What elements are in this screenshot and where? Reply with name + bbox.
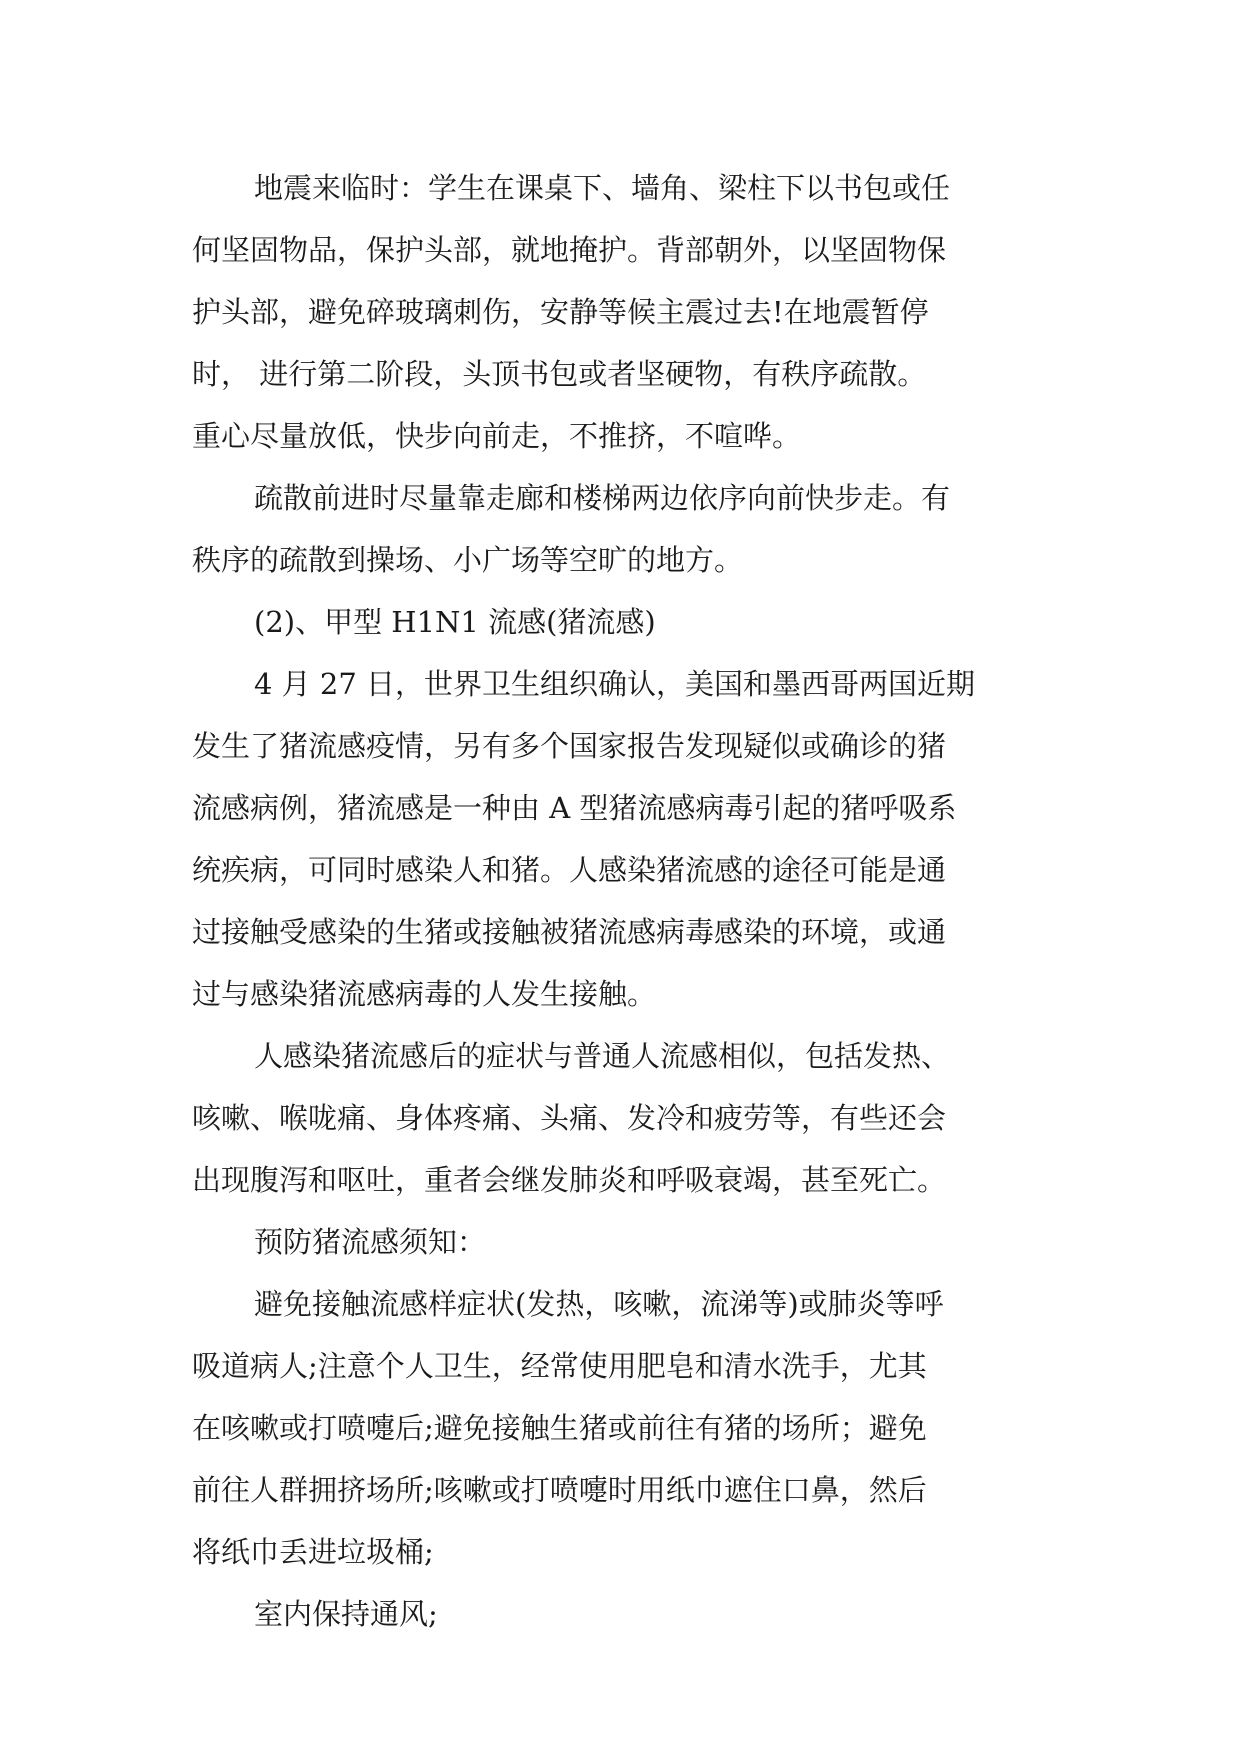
paragraph-first-line: 避免接触流感样症状(发热，咳嗽，流涕等)或肺炎等呼 bbox=[254, 1287, 944, 1321]
paragraph-first-line: 4 月 27 日，世界卫生组织确认，美国和墨西哥两国近期 bbox=[254, 667, 976, 701]
paragraph-line: 前往人群拥挤场所;咳嗽或打喷嚏时用纸巾遮住口鼻，然后 bbox=[192, 1473, 927, 1507]
paragraph-line: 吸道病人;注意个人卫生，经常使用肥皂和清水洗手，尤其 bbox=[192, 1349, 927, 1383]
paragraph-line: 何坚固物品，保护头部，就地掩护。背部朝外，以坚固物保 bbox=[192, 233, 947, 267]
paragraph-first-line: (2)、甲型 H1N1 流感(猪流感) bbox=[254, 605, 656, 639]
paragraph-line: 统疾病，可同时感染人和猪。人感染猪流感的途径可能是通 bbox=[192, 853, 947, 887]
paragraph-line: 在咳嗽或打喷嚏后;避免接触生猪或前往有猪的场所；避免 bbox=[192, 1411, 927, 1445]
paragraph-line: 流感病例，猪流感是一种由 A 型猪流感病毒引起的猪呼吸系 bbox=[192, 791, 957, 825]
paragraph-line: 出现腹泻和呕吐，重者会继发肺炎和呼吸衰竭，甚至死亡。 bbox=[192, 1163, 947, 1197]
paragraph-line: 时， 进行第二阶段，头顶书包或者坚硬物，有秩序疏散。 bbox=[192, 357, 927, 391]
paragraph-line: 过接触受感染的生猪或接触被猪流感病毒感染的环境，或通 bbox=[192, 915, 947, 949]
paragraph-first-line: 疏散前进时尽量靠走廊和楼梯两边依序向前快步走。有 bbox=[254, 481, 951, 515]
paragraph-first-line: 地震来临时：学生在课桌下、墙角、梁柱下以书包或任 bbox=[254, 171, 951, 205]
paragraph-first-line: 室内保持通风; bbox=[254, 1597, 438, 1631]
document-body bbox=[192, 157, 1052, 1645]
paragraph-first-line: 人感染猪流感后的症状与普通人流感相似，包括发热、 bbox=[254, 1039, 951, 1073]
paragraph-line: 过与感染猪流感病毒的人发生接触。 bbox=[192, 977, 657, 1011]
paragraph-first-line: 预防猪流感须知： bbox=[254, 1225, 487, 1259]
paragraph-line: 将纸巾丢进垃圾桶; bbox=[192, 1535, 434, 1569]
paragraph-line: 护头部，避免碎玻璃刺伤，安静等候主震过去!在地震暂停 bbox=[192, 295, 929, 329]
paragraph-line: 重心尽量放低，快步向前走，不推挤，不喧哗。 bbox=[192, 419, 802, 453]
paragraph-line: 咳嗽、喉咙痛、身体疼痛、头痛、发冷和疲劳等，有些还会 bbox=[192, 1101, 947, 1135]
paragraph-line: 发生了猪流感疫情，另有多个国家报告发现疑似或确诊的猪 bbox=[192, 729, 947, 763]
paragraph-line: 秩序的疏散到操场、小广场等空旷的地方。 bbox=[192, 543, 744, 577]
